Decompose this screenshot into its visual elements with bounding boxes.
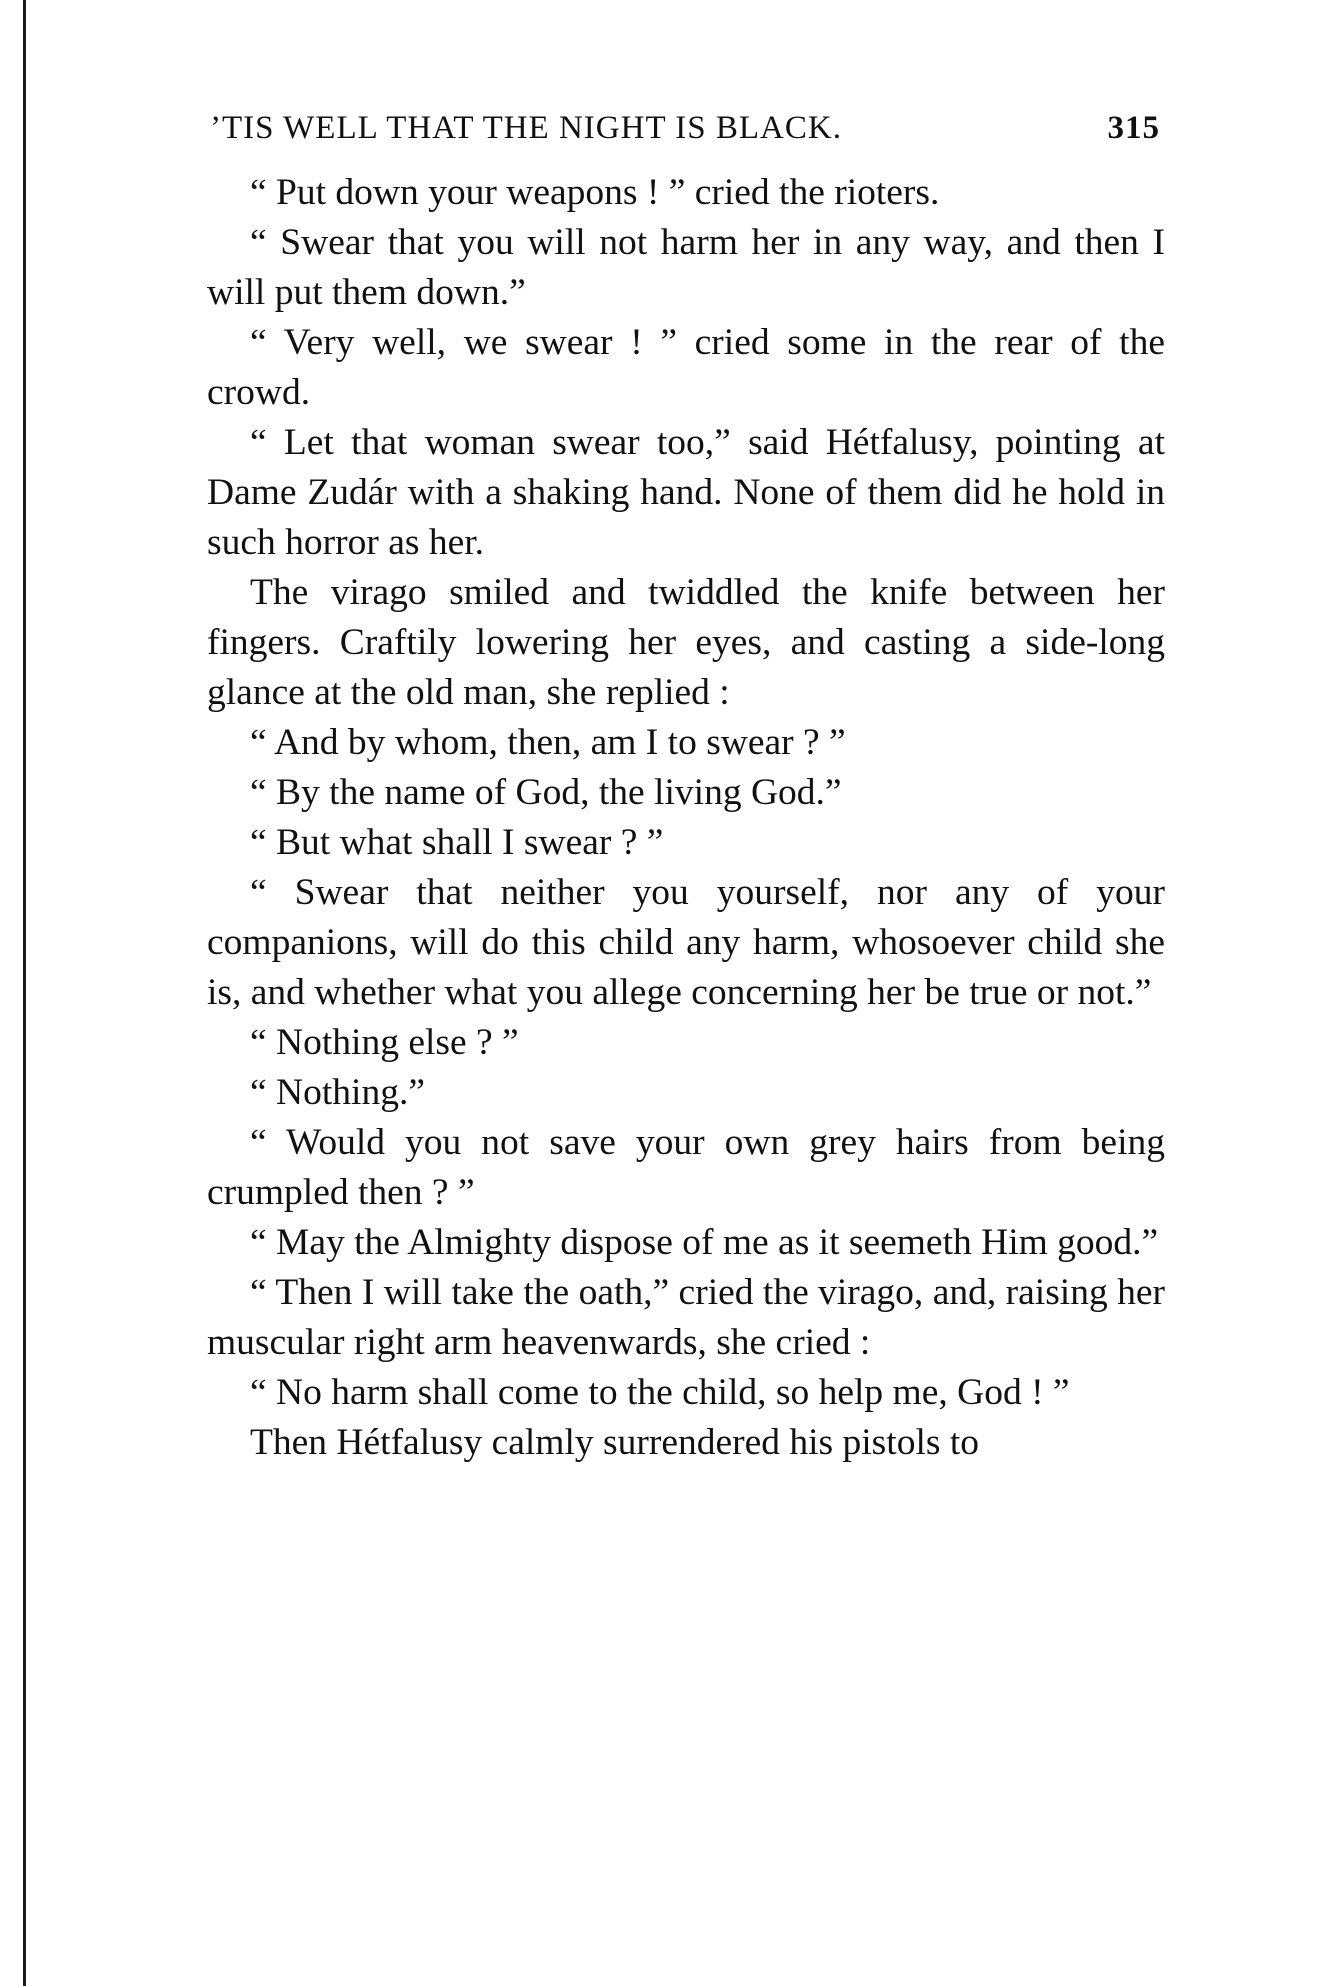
paragraph: “ Nothing.” [250, 1072, 425, 1113]
paragraph: Then Hétfalusy calmly surrendered his pistols to [250, 1422, 979, 1463]
paragraph: “ And by whom, then, am I to swear ? ” [250, 722, 846, 763]
paragraph: “ Nothing else ? ” [250, 1022, 519, 1063]
paragraph: “ But what shall I swear ? ” [250, 822, 664, 863]
paragraph: “ Let that woman swear too,” said Hétfalusy, pointing at Dame Zudár with a shaking hand. None of them did he hold in such horror as her. [207, 422, 1165, 563]
paragraph: “ Swear that neither you yourself, nor any of your companions, will do this child any harm, whosoever child she is, and whether what you allege concerning her be true or not.” [207, 872, 1165, 1013]
paragraph: “ May the Almighty dispose of me as it seemeth Him good.” [250, 1222, 1159, 1263]
paragraph: “ Then I will take the oath,” cried the virago, and, raising her muscular right arm heavenwards, she cried : [207, 1272, 1165, 1363]
paragraph: “ Would you not save your own grey hairs from being crumpled then ? ” [207, 1122, 1165, 1213]
page-header [210, 110, 1160, 150]
paragraph: “ By the name of God, the living God.” [250, 772, 842, 813]
paragraph: “ No harm shall come to the child, so help me, God ! ” [250, 1372, 1070, 1413]
paragraph: “ Swear that you will not harm her in any way, and then I will put them down.” [207, 222, 1165, 313]
page-edge-line [23, 0, 26, 1986]
running-head: ’TIS WELL THAT THE NIGHT IS BLACK. [210, 110, 842, 146]
page-number: 315 [1107, 110, 1160, 146]
paragraph: The virago smiled and twiddled the knife between her fingers. Craftily lowering her eyes, and casting a side-long glance at the old man, she replied : [207, 572, 1165, 713]
paragraph: “ Put down your weapons ! ” cried the rioters. [250, 172, 940, 213]
paragraph: “ Very well, we swear ! ” cried some in the rear of the crowd. [207, 322, 1165, 413]
body-text [207, 168, 1165, 1468]
